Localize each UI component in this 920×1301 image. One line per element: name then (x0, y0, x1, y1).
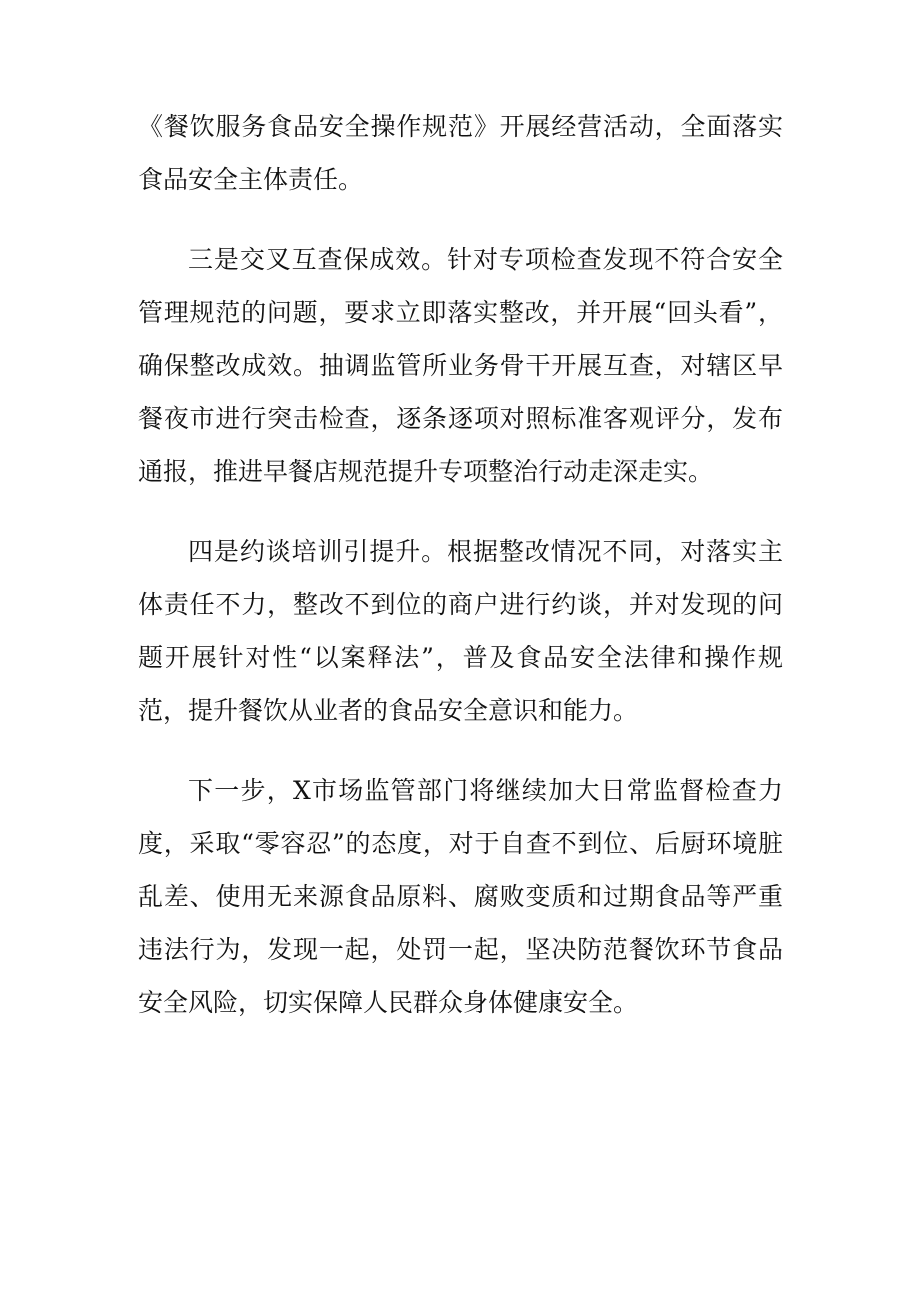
paragraph-cross-inspection: 三是交叉互查保成效。针对专项检查发现不符合安全管理规范的问题，要求立即落实整改，并开展“回头看”，确保整改成效。抽调监管所业务骨干开展互查，对辖区早餐夜市进行突击检查，逐条逐项对照标准客观评分，发布通报，推进早餐店规范提升专项整治行动走深走实。 (138, 245, 783, 486)
paragraph-next-step: 下一步，X市场监管部门将继续加大日常监督检查力度，采取“零容忍”的态度，对于自查不到位、后厨环境脏乱差、使用无来源食品原料、腐败变质和过期食品等严重违法行为，发现一起，处罚一起，坚决防范餐饮环节食品安全风险，切实保障人民群众身体健康安全。 (138, 776, 783, 1017)
paragraph-continuation: 《餐饮服务食品安全操作规范》开展经营活动，全面落实食品安全主体责任。 (138, 112, 783, 194)
document-body (138, 100, 783, 1056)
paragraph-interview-training: 四是约谈培训引提升。根据整改情况不同，对落实主体责任不力，整改不到位的商户进行约谈，并对发现的问题开展针对性“以案释法”，普及食品安全法律和操作规范，提升餐饮从业者的食品安全意识和能力。 (138, 537, 783, 725)
